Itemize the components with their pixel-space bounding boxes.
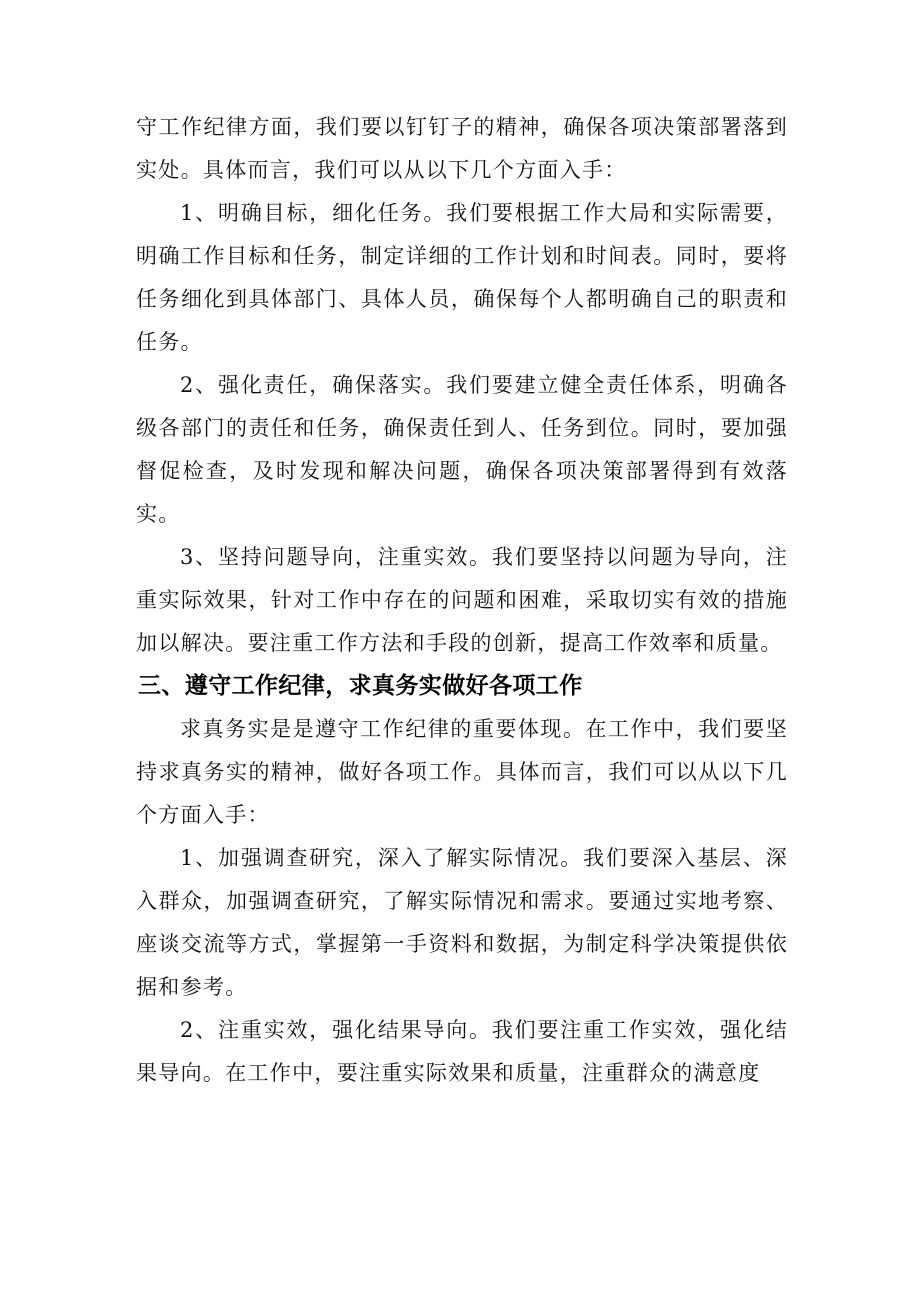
paragraph-section-point-1: 1、加强调查研究，深入了解实际情况。我们要深入基层、深入群众，加强调查研究，了解实际情况和需求。要通过实地考察、座谈交流等方式，掌握第一手资料和数据，为制定科学决策提供依据和参考。 [136, 846, 788, 999]
paragraph-point-2: 2、强化责任，确保落实。我们要建立健全责任体系，明确各级各部门的责任和任务，确保责任到人、任务到位。同时，要加强督促检查，及时发现和解决问题，确保各项决策部署得到有效落实。 [136, 373, 788, 526]
section-heading: 三、遵守工作纪律，求真务实做好各项工作 [138, 673, 583, 699]
document-body [136, 106, 788, 1095]
paragraph-section-point-2: 2、注重实效，强化结果导向。我们要注重工作实效，强化结果导向。在工作中，要注重实际效果和质量，注重群众的满意度 [136, 1018, 788, 1085]
paragraph-point-3: 3、坚持问题导向，注重实效。我们要坚持以问题为导向，注重实际效果，针对工作中存在的问题和困难，采取切实有效的措施加以解决。要注重工作方法和手段的创新，提高工作效率和质量。 [136, 545, 788, 655]
paragraph-section-intro: 求真务实是是遵守工作纪律的重要体现。在工作中，我们要坚持求真务实的精神，做好各项工作。具体而言，我们可以从以下几个方面入手： [136, 717, 788, 827]
paragraph-continuation: 守工作纪律方面，我们要以钉钉子的精神，确保各项决策部署落到实处。具体而言，我们可以从以下几个方面入手： [136, 115, 788, 182]
paragraph-point-1: 1、明确目标，细化任务。我们要根据工作大局和实际需要，明确工作目标和任务，制定详细的工作计划和时间表。同时，要将任务细化到具体部门、具体人员，确保每个人都明确自己的职责和任务。 [136, 201, 788, 354]
